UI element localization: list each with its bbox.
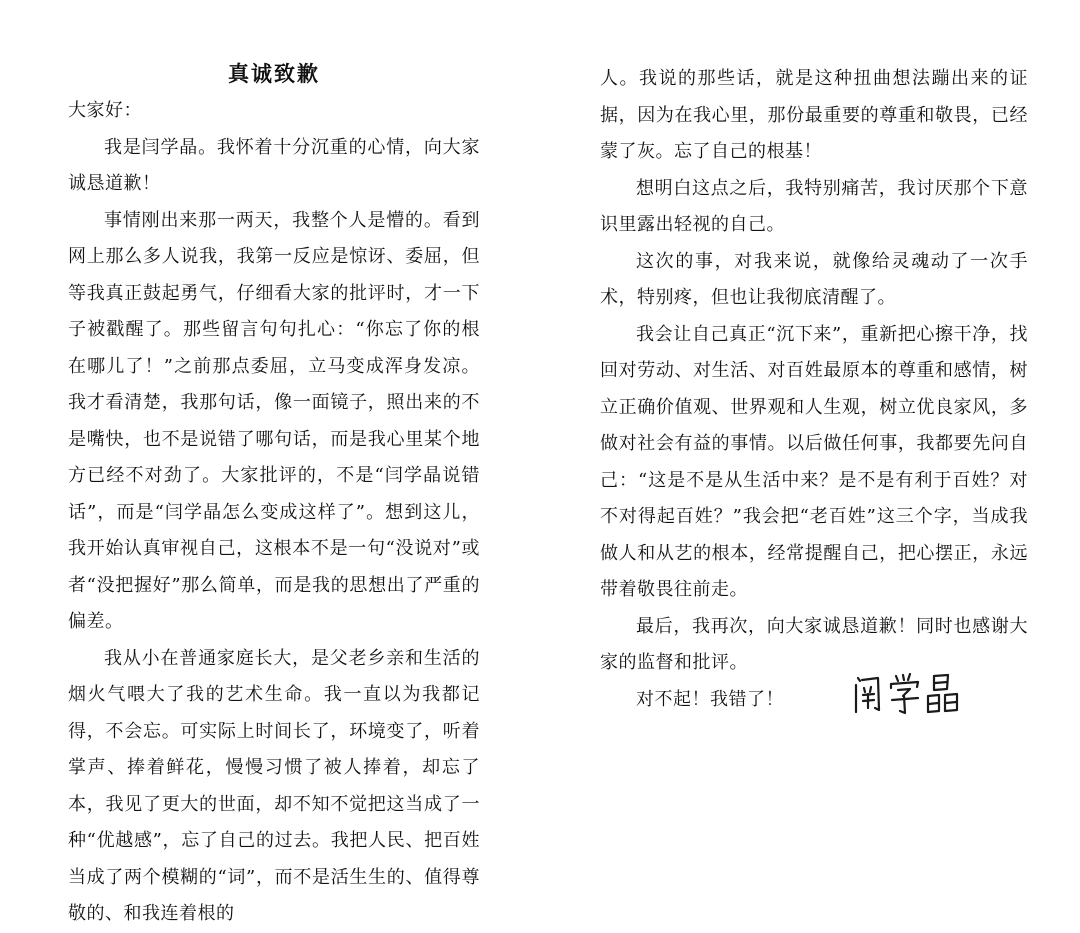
- paragraph: 对不起！我错了！: [636, 688, 784, 710]
- page-title: 真诚致歉: [228, 61, 320, 86]
- right-column: [600, 61, 1028, 718]
- paragraph: 这次的事，对我来说，就像给灵魂动了一次手术，特别疼，但也让我彻底清醒了。: [600, 250, 1028, 308]
- handwritten-signature: [852, 668, 972, 720]
- paragraph: 想明白这点之后，我特别痛苦，我讨厌那个下意识里露出轻视的自己。: [600, 177, 1028, 235]
- paragraph-continuation: 人。我说的那些话，就是这种扭曲想法蹦出来的证据，因为在我心里，那份最重要的尊重和敬畏，已经蒙了灰。忘了自己的根基！: [600, 68, 1028, 162]
- left-column: [68, 56, 480, 933]
- paragraph: 我从小在普通家庭长大，是父老乡亲和生活的烟火气喂大了我的艺术生命。我一直以为我都记得，不会忘。可实际上时间长了，环境变了，听着掌声、捧着鲜花，慢慢习惯了被人捧着，却忘了本，我见了更大的世面，却不知不觉把这当成了一种“优越感”，忘了自己的过去。我把人民、把百姓当成了两个模糊的“词”，而不是活生生的、值得尊敬的、和我连着根的: [68, 647, 480, 924]
- paragraph: 我是闫学晶。我怀着十分沉重的心情，向大家诚恳道歉！: [68, 136, 480, 194]
- salutation: 大家好：: [68, 100, 142, 121]
- paragraph: 事情刚出来那一两天，我整个人是懵的。看到网上那么多人说我，我第一反应是惊讶、委屈，但等我真正鼓起勇气，仔细看大家的批评时，才一下子被戳醒了。那些留言句句扎心：“你忘了你的根在哪儿了！”之前那点委屈，立马变成浑身发凉。我才看清楚，我那句话，像一面镜子，照出来的不是嘴快，也不是说错了哪句话，而是我心里某个地方已经不对劲了。大家批评的，不是“闫学晶说错话”，而是“闫学晶怎么变成这样了”。想到这儿，我开始认真审视自己，这根本不是一句“没说对”或者“没把握好”那么简单，而是我的思想出了严重的偏差。: [68, 209, 480, 632]
- paragraph: 我会让自己真正“沉下来”，重新把心擦干净，找回对劳动、对生活、对百姓最原本的尊重和感情，树立正确价值观、世界观和人生观，树立优良家风，多做对社会有益的事情。以后做任何事，我都要先问自己：“这是不是从生活中来？是不是有利于百姓？对不对得起百姓？”我会把“老百姓”这三个字，当成我做人和从艺的根本，经常提醒自己，把心摆正，永远带着敬畏往前走。: [600, 323, 1028, 600]
- paragraph: 最后，我再次，向大家诚恳道歉！同时也感谢大家的监督和批评。: [600, 615, 1028, 673]
